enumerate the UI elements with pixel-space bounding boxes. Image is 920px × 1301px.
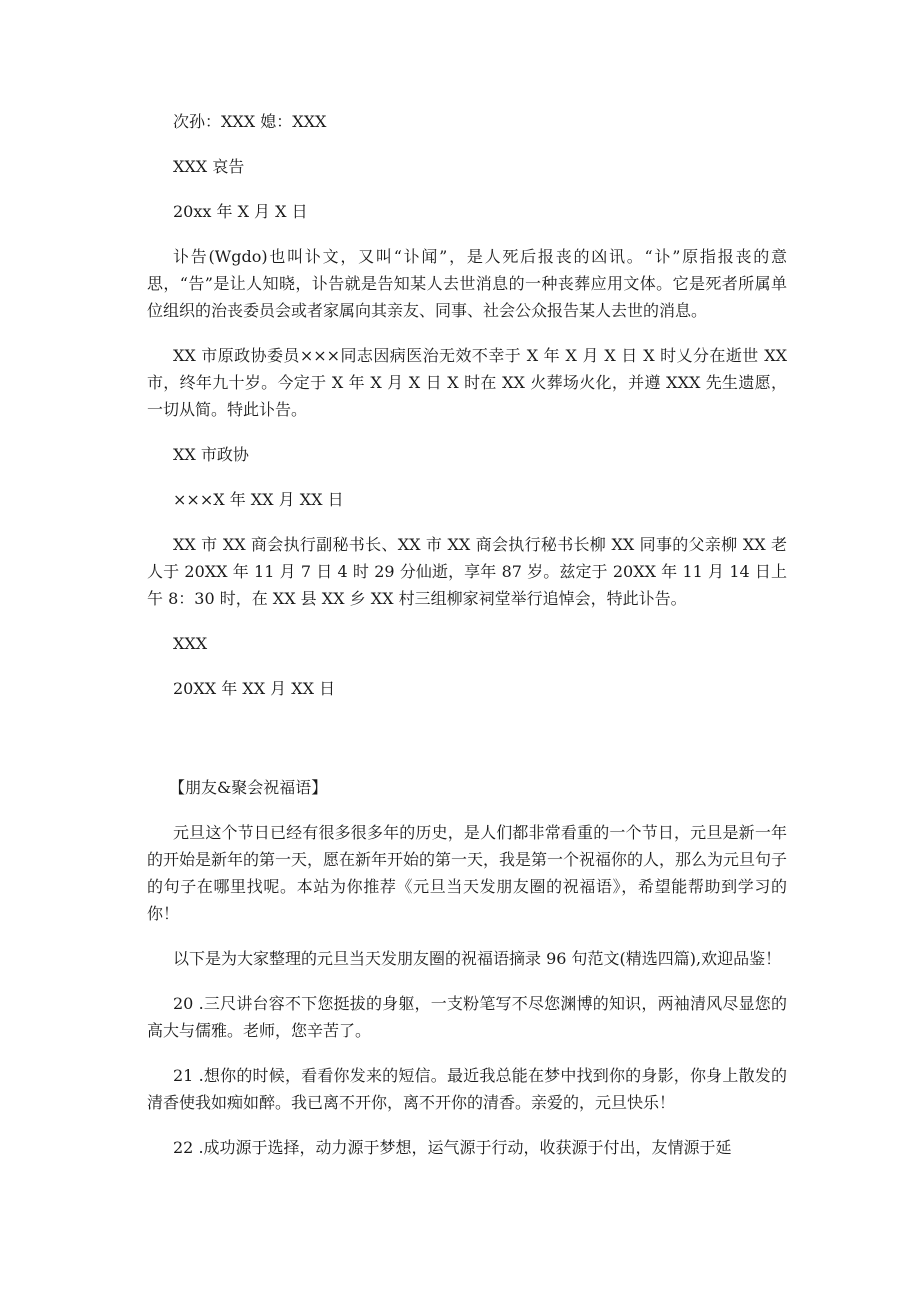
mourner-line: XXX 哀告 xyxy=(173,157,245,176)
notice-paragraph-2: XX 市 XX 商会执行副秘书长、XX 市 XX 商会执行秘书长柳 XX 同事的父亲柳 XX 老人于 20XX 年 11 月 7 日 4 时 29 分仙逝，享年 87 岁。兹定于 20XX 年 11 月 14 日上午 8：30 时，在 XX 县 XX 乡 XX 村三组柳家祠堂举行追悼会，特此讣告。 xyxy=(147,535,787,608)
signer-line: XXX xyxy=(173,634,208,653)
notice-paragraph-1: XX 市原政协委员×××同志因病医治无效不幸于 X 年 X 月 X 日 X 时乂分在逝世 XX 市，终年九十岁。今定于 X 年 X 月 X 日 X 时在 XX 火葬场火化，并遵 XXX 先生遗愿，一切从简。特此讣告。 xyxy=(147,346,787,419)
date-line: 20xx 年 X 月 X 日 xyxy=(173,202,308,221)
notice-date-line-2: 20XX 年 XX 月 XX 日 xyxy=(173,679,336,698)
definition-paragraph: 讣告(Wgdo)也叫讣文，又叫“讣闻”，是人死后报丧的凶讯。“讣”原指报丧的意思，“告”是让人知晓，讣告就是告知某人去世消息的一种丧葬应用文体。它是死者所属单位组织的治丧委员会或者家属向其亲友、同事、社会公众报告某人去世的消息。 xyxy=(147,247,787,320)
greeting-item: 21 .想你的时候，看看你发来的短信。最近我总能在梦中找到你的身影，你身上散发的清香使我如痴如醉。我已离不开你，离不开你的清香。亲爱的，元旦快乐！ xyxy=(147,1066,787,1112)
greeting-item: 20 .三尺讲台容不下您挺拔的身躯，一支粉笔写不尽您渊博的知识，两袖清风尽显您的高大与儒雅。老师，您辛苦了。 xyxy=(147,994,787,1040)
summary-paragraph: 以下是为大家整理的元旦当天发朋友圈的祝福语摘录 96 句范文(精选四篇),欢迎品鉴！ xyxy=(173,949,782,968)
document-body xyxy=(147,108,787,1161)
intro-paragraph: 元旦这个节日已经有很多很多年的历史，是人们都非常看重的一个节日，元旦是新一年的开始是新年的第一天，愿在新年开始的第一天，我是第一个祝福你的人，那么为元旦句子的句子在哪里找呢。本站为你推荐《元旦当天发朋友圈的祝福语》，希望能帮助到学习的你！ xyxy=(147,823,788,923)
org-signature-line: XX 市政协 xyxy=(173,445,249,464)
grandson-line: 次孙：XXX 媳：XXX xyxy=(173,112,327,131)
greeting-item: 22 .成功源于选择，动力源于梦想，运气源于行动，收获源于付出，友情源于延 xyxy=(173,1138,732,1157)
notice-date-line-1: ×××X 年 XX 月 XX 日 xyxy=(173,490,344,509)
section-heading: 【朋友&聚会祝福语】 xyxy=(169,778,328,797)
